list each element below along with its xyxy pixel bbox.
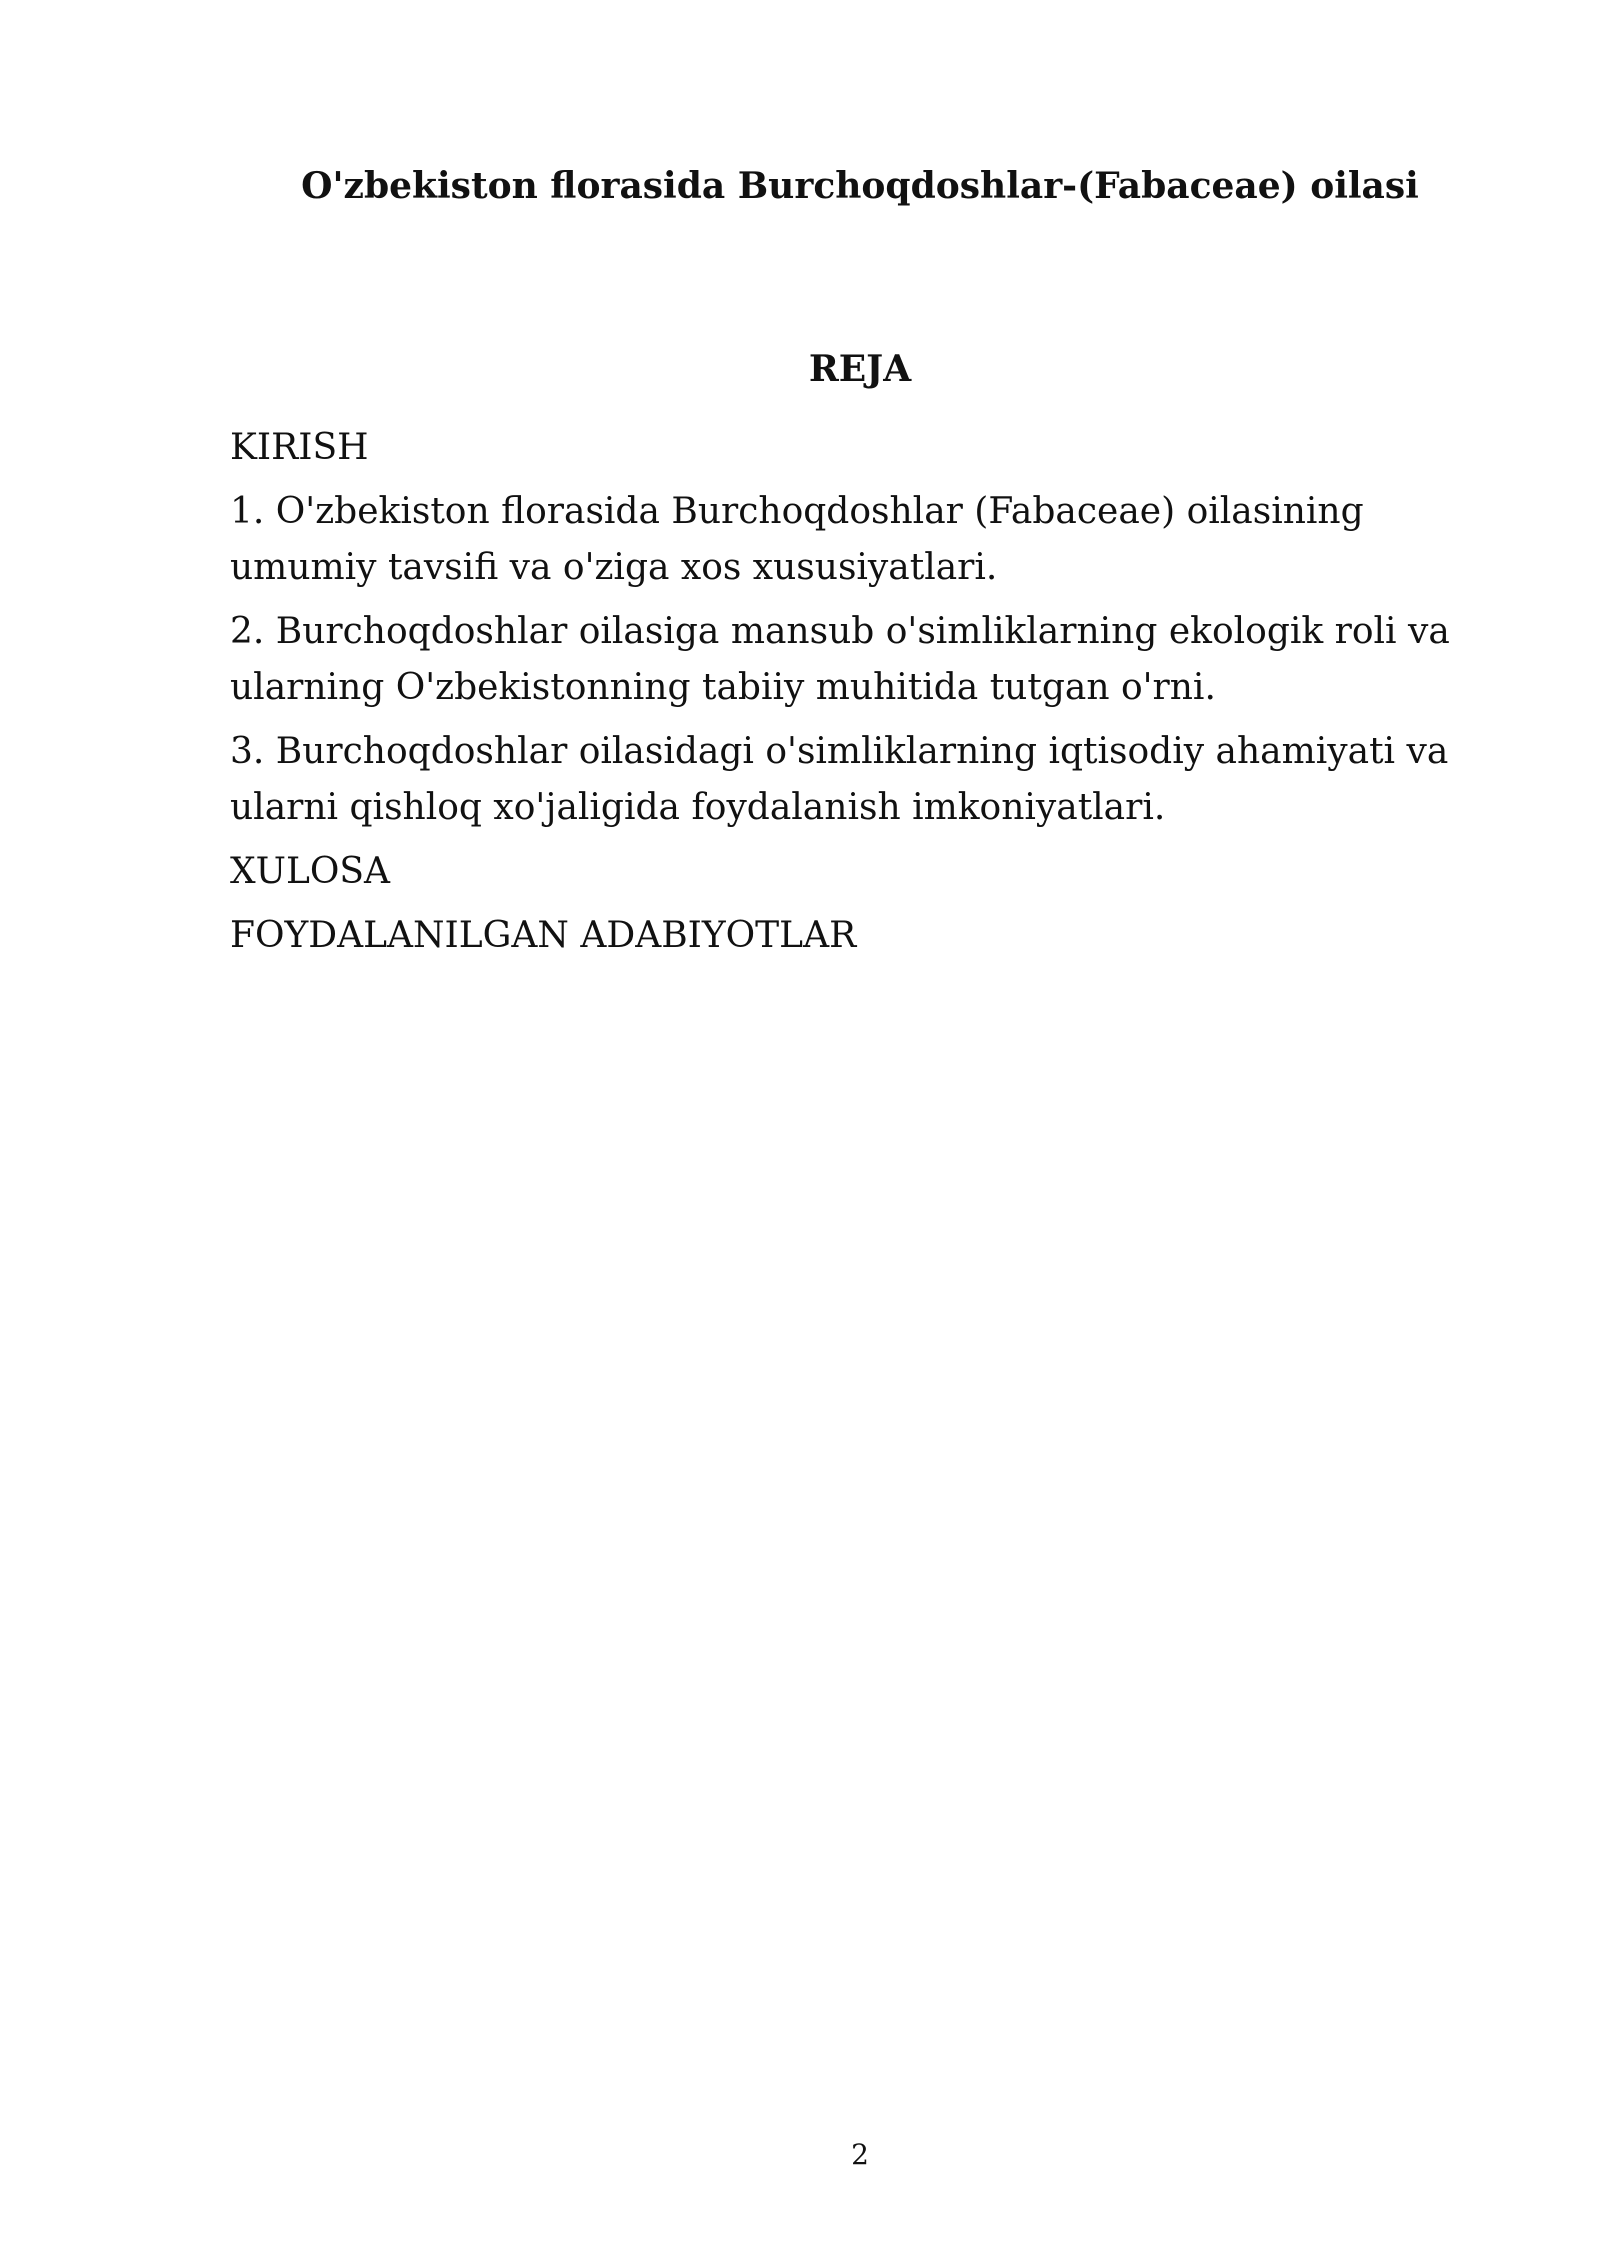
plan-item-references: FOYDALANILGAN ADABIYOTLAR — [230, 915, 857, 956]
plan-list — [230, 420, 1460, 972]
page-number: 2 — [851, 2138, 869, 2171]
document-title: O'zbekiston florasida Burchoqdoshlar-(Fabaceae) oilasi — [301, 165, 1419, 207]
plan-heading: REJA — [808, 348, 912, 390]
plan-item-1: 1. O'zbekiston florasida Burchoqdoshlar (Fabaceae) oilasining umumiy tavsifi va o'ziga xos xususiyatlari. — [230, 491, 1364, 588]
plan-item-2: 2. Burchoqdoshlar oilasiga mansub o'simliklarning ekologik roli va ularning O'zbekistonning tabiiy muhitida tutgan o'rni. — [230, 611, 1450, 708]
plan-item-3: 3. Burchoqdoshlar oilasidagi o'simliklarning iqtisodiy ahamiyati va ularni qishloq xo'jaligida foydalanish imkoniyatlari. — [230, 731, 1449, 828]
plan-item-introduction: KIRISH — [230, 427, 369, 468]
plan-item-conclusion: XULOSA — [230, 851, 391, 892]
